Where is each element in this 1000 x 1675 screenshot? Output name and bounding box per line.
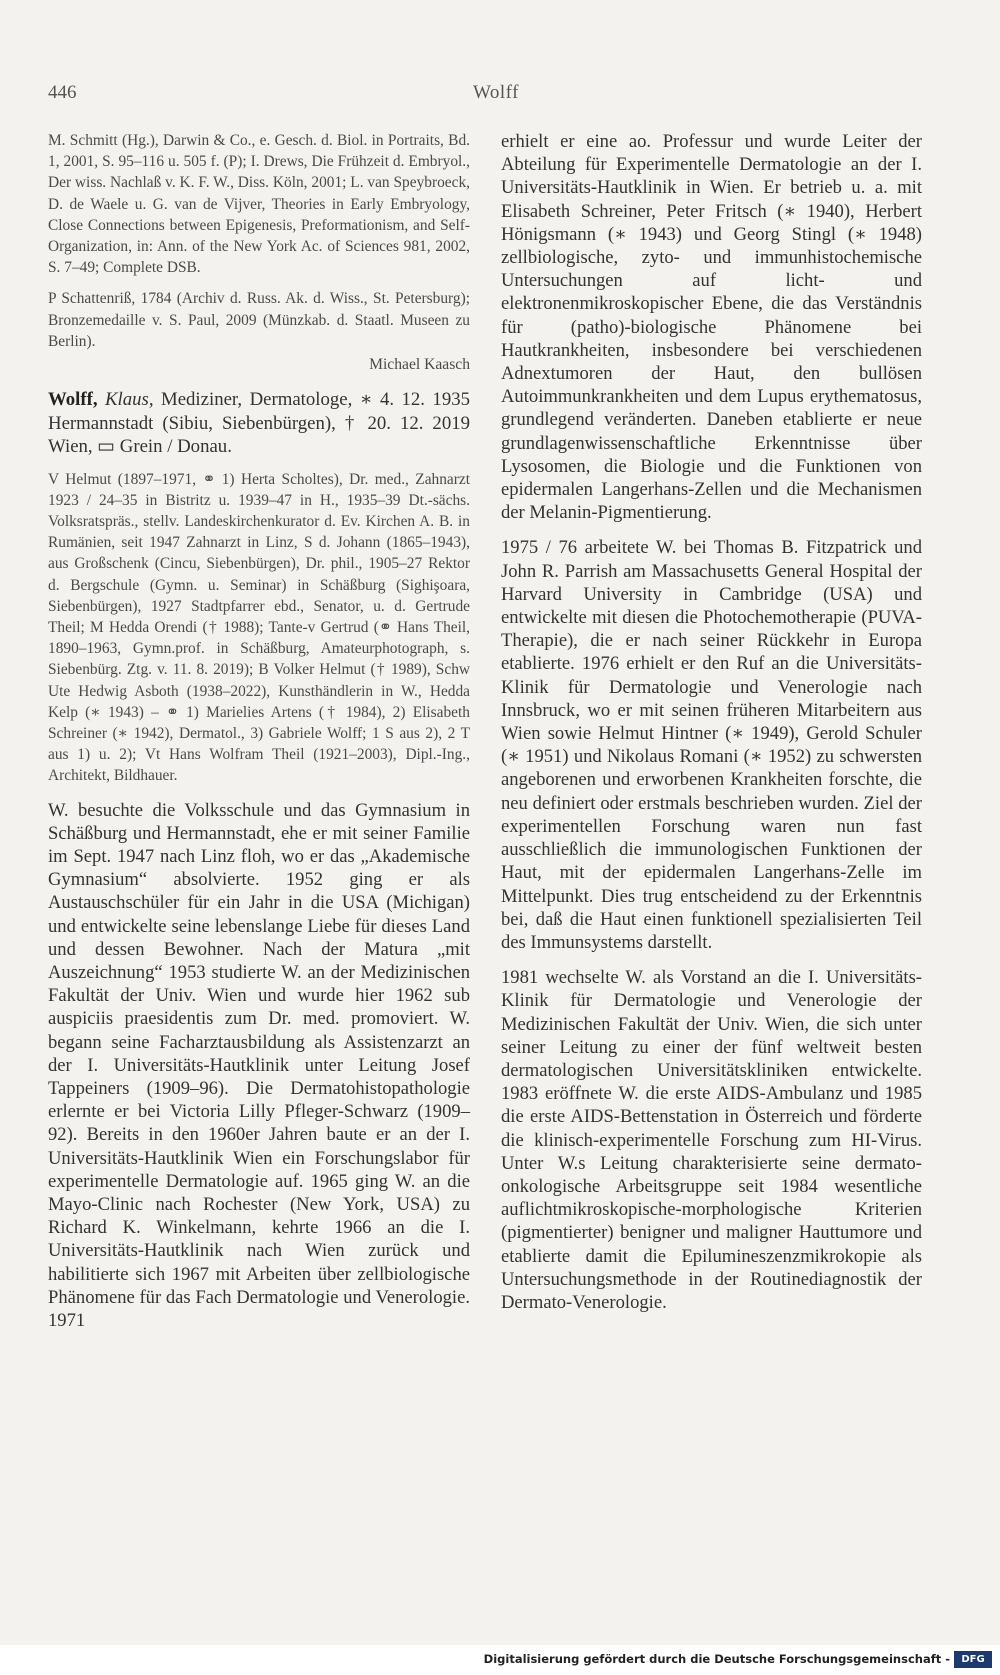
digitization-footer	[0, 1645, 1000, 1675]
footer-credit: Digitalisierung gefördert durch die Deutsche Forschungsgemeinschaft -	[483, 1652, 950, 1666]
entry-firstname: Klaus,	[105, 389, 154, 411]
previous-entry-portraits: P Schattenriß, 1784 (Archiv d. Russ. Ak. d. Wiss., St. Petersburg); Bronzemedaille v. S. Paul, 2009 (Münzkab. d. Staatl. Museen zu Berlin).	[48, 290, 470, 350]
dfg-logo: DFG	[954, 1651, 992, 1668]
page-number: 446	[48, 82, 77, 103]
previous-entry-literature: M. Schmitt (Hg.), Darwin & Co., e. Gesch. d. Biol. in Portraits, Bd. 1, 2001, S. 95–116 u. 505 f. (P); I. Drews, Die Frühzeit d. Embryol., Der wiss. Nachlaß v. K. F. W., Diss. Köln, 2001; L. van Speybroeck, D. de Waele u. G. van de Vijver, Theories in Early Embryology, Close Connections between Epigenesis, Preformationism, and Self-Organization, in: Ann. of the New York Ac. of Sciences 981, 2002, S. 7–49; Complete DSB.	[48, 132, 470, 277]
previous-entry-author: Michael Kaasch	[369, 356, 470, 374]
page-header	[48, 82, 944, 110]
running-head: Wolff	[472, 82, 519, 103]
left-column	[48, 130, 470, 1332]
biography-paragraph-1-continued: erhielt er eine ao. Professur und wurde Leiter der Abteilung für Experimentelle Dermatologie an der I. Universitäts-Hautklinik in Wien. Er betrieb u. a. mit Elisabeth Schreiner, Peter Fritsch (∗ 1940), Herbert Hönigsmann (∗ 1943) und Georg Stingl (∗ 1948) zellbiologische, zyto- und immunhistochemische Untersuchungen auf licht- und elektronenmikroskopischer Ebene, die das Verständnis für (patho)-biologische Phänomene bei Hautkrankheiten, insbesondere bei verschiedenen Adnextumoren der Haut, den bullösen Autoimmunkrankheiten und dem Lupus erythematosus, grundlegend veränderten. Daneben etablierte er neue grundlagenwissenschaftliche Erkenntnisse über Lysosomen, die Biologie und die Funktionen von epidermalen Langerhans-Zellen und die Mechanismen der Melanin-Pigmentierung.	[501, 131, 922, 524]
biography-paragraph-3: 1981 wechselte W. als Vorstand an die I. Universitäts-Klinik für Dermatologie und Venerologie der Medizinischen Fakultät der Univ. Wien, die sich unter seiner Leitung zu einer der fünf weltweit besten dermatologischen Universitätskliniken entwickelte. 1983 eröffnete W. die erste AIDS-Ambulanz und 1985 die erste AIDS-Bettenstation in Österreich und förderte die klinisch-experimentelle Forschung zum HI-Virus. Unter W.s Leitung charakterisierte seine dermato-onkologische Arbeitsgruppe seit 1984 wesentliche auflichtmikroskopische-morphologische Kriterien (pigmentierter) benigner und maligner Hauttumore und etablierte damit die Epilumineszenzmikrokopie als Untersuchungsmethode in der Routinediagnostik der Dermato-Venerologie.	[501, 967, 922, 1313]
right-column	[501, 130, 922, 1314]
entry-heading-details: Mediziner, Dermatologe, ∗ 4. 12. 1935 Hermannstadt (Sibiu, Siebenbürgen), † 20. 12. 2019 Wien, ▭ Grein / Donau.	[48, 389, 470, 458]
entry-heading	[48, 388, 470, 459]
biography-paragraph-2: 1975 / 76 arbeitete W. bei Thomas B. Fitzpatrick und John R. Parrish am Massachusetts General Hospital der Harvard University in Cambridge (USA) und entwickelte mit diesen die Photochemotherapie (PUVA-Therapie), die er nach seiner Rückkehr in Europa etablierte. 1976 erhielt er den Ruf an die Universitäts-Klinik für Dermatologie und Venerologie nach Innsbruck, wo er mit seinen früheren Mitarbeitern aus Wien sowie Helmut Hintner (∗ 1949), Gerold Schuler (∗ 1951) und Nikolaus Romani (∗ 1952) zu schwersten angeborenen und erworbenen Krankheiten forschte, die neu definiert oder erstmals beschrieben wurden. Ziel der experimentellen Forschung waren nun fast ausschließlich die immunologischen Funktionen der Haut, mit der epidermalen Langerhans-Zelle im Mittelpunkt. Dies trug entscheidend zu der Erkenntnis bei, daß die Haut einen funktionell spezialisierten Teil des Immunsystems darstellt.	[501, 537, 922, 953]
entry-name: Wolff,	[48, 389, 98, 411]
genealogy-block: V Helmut (1897–1971, ⚭ 1) Herta Scholtes), Dr. med., Zahnarzt 1923 / 24–35 in Bistritz u. 1939–47 in H., 1935–39 Dt.-sächs. Volksratspräs., stellv. Landeskirchenkurator d. Ev. Kirchen A. B. in Rumänien, seit 1947 Zahnarzt in Linz, S d. Johann (1865–1943), aus Großschenk (Cincu, Siebenbürgen), Dr. phil., 1905–27 Rektor d. Bergschule (Gymn. u. Seminar) in Schäßburg (Sighişoara, Siebenbürgen), 1927 Stadtpfarrer ebd., Senator, u. d. Gertrude Theil; M Hedda Orendi († 1988); Tante-v Gertrud (⚭ Hans Theil, 1890–1963, Gymn.prof. in Schäßburg, Amateurphotograph, s. Siebenbürg. Ztg. v. 11. 8. 2019); B Volker Helmut († 1989), Schw Ute Hedwig Asboth (1938–2022), Kunsthändlerin in W., Hedda Kelp (∗ 1943) – ⚭ 1) Marielies Artens († 1984), 2) Elisabeth Schreiner (∗ 1942), Dermatol., 3) Gabriele Wolff; 1 S aus 2), 2 T aus 1) u. 2); Vt Hans Wolfram Theil (1921–2003), Dipl.-Ing., Architekt, Bildhauer.	[48, 470, 470, 785]
biography-paragraph-1: W. besuchte die Volksschule und das Gymnasium in Schäßburg und Hermannstadt, ehe er mit seiner Familie im Sept. 1947 nach Linz floh, wo er das „Akademische Gymnasium“ absolvierte. 1952 ging er als Austauschschüler für ein Jahr in die USA (Michigan) und entwickelte seine lebenslange Liebe für dieses Land und dessen Bewohner. Nach der Matura „mit Auszeichnung“ 1953 studierte W. an der Medizinischen Fakultät der Univ. Wien und wurde hier 1962 sub auspiciis praesidentis zum Dr. med. promoviert. W. begann seine Facharztausbildung als Assistenzarzt an der I. Universitäts-Hautklinik unter Leitung Josef Tappeiners (1909–96). Die Dermatohistopathologie erlernte er bei Victoria Lilly Pfleger-Schwarz (1909–92). Bereits in den 1960er Jahren baute er an der I. Universitäts-Hautklinik Wien ein Forschungslabor für experimentelle Dermatologie auf. 1965 ging W. an die Mayo-Clinic nach Rochester (New York, USA) zu Richard K. Winkelmann, kehrte 1966 an die I. Universitäts-Hautklinik nach Wien zurück und habilitierte sich 1967 mit Arbeiten über zellbiologische Phänomene für das Fach Dermatologie und Venerologie. 1971	[48, 799, 470, 1332]
